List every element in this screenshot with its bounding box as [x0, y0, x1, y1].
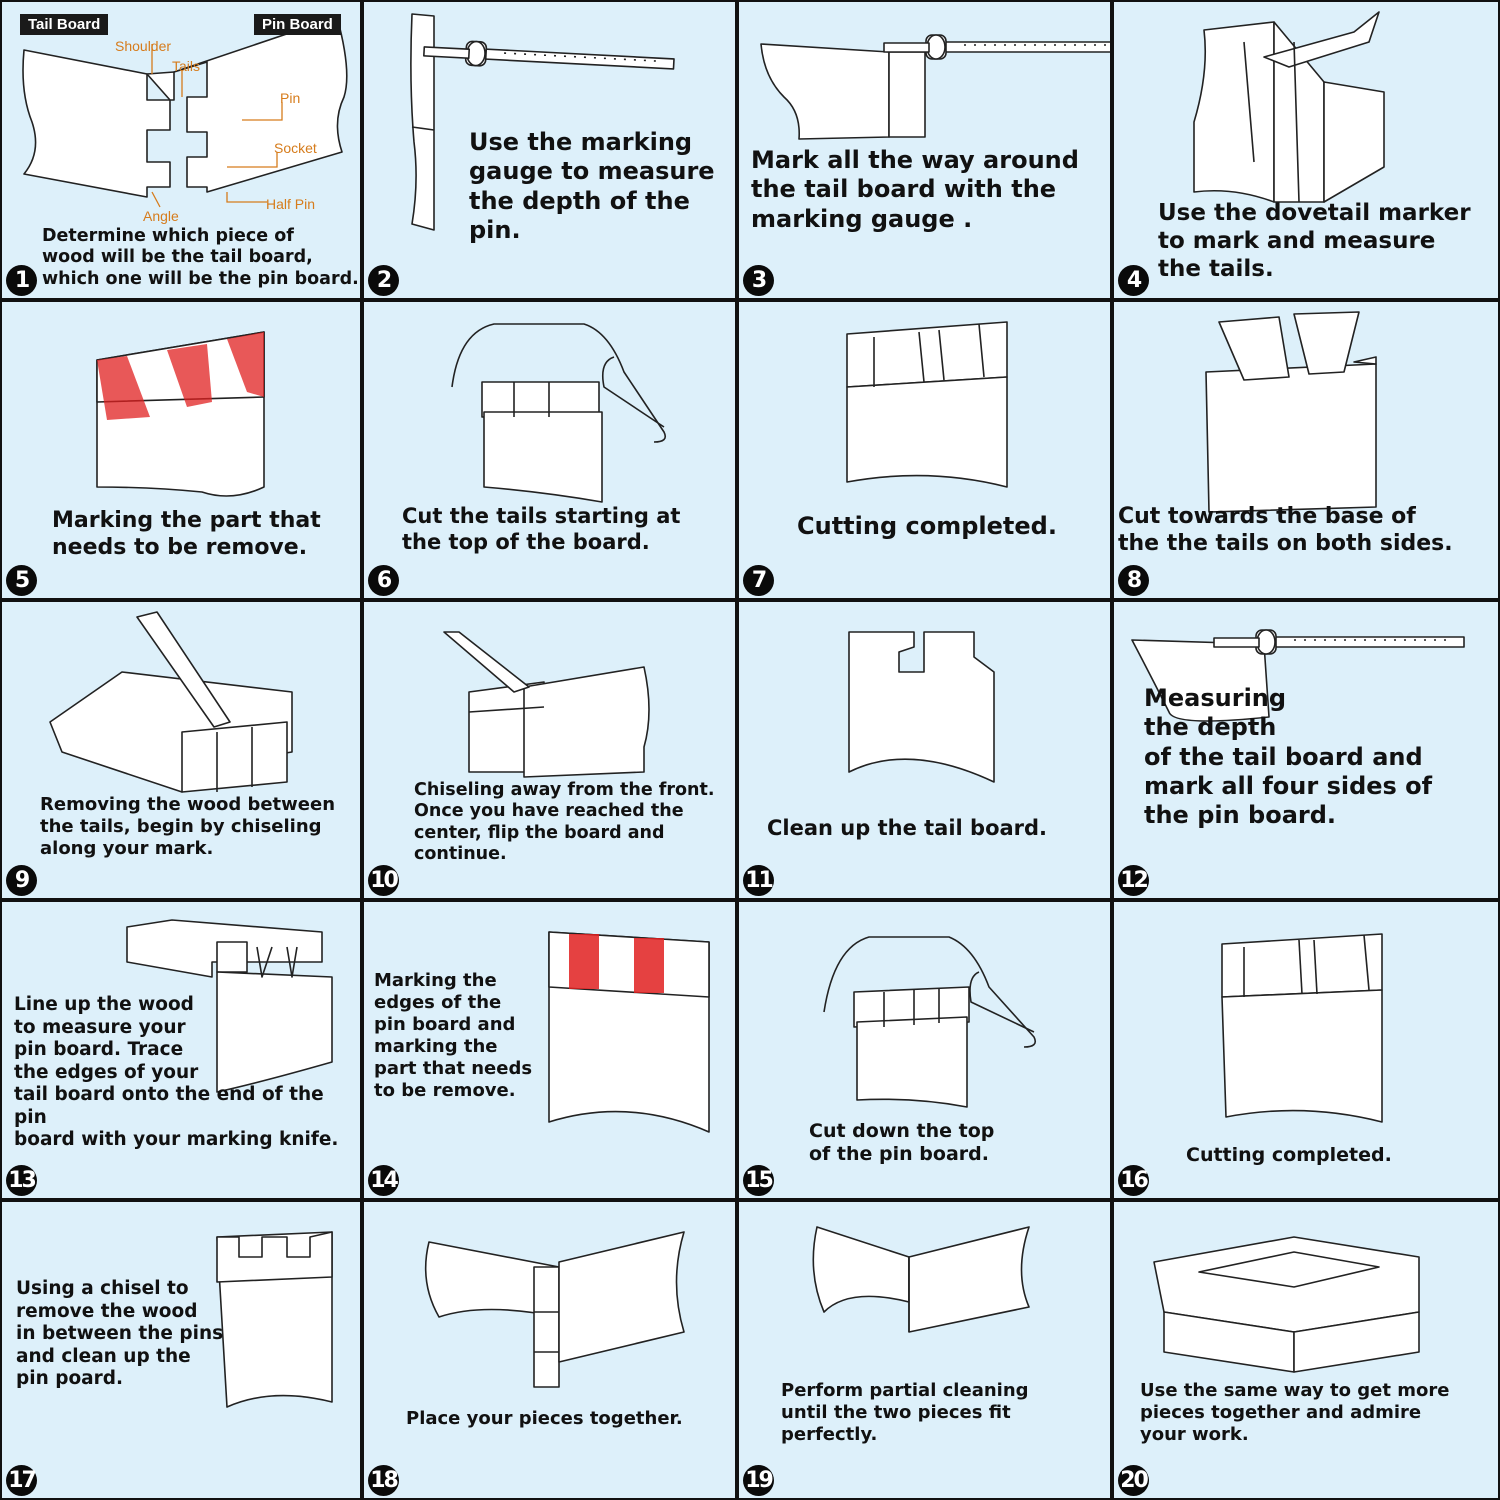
pin-board-label: Pin Board: [254, 14, 341, 35]
step-panel-17: [0, 1200, 362, 1500]
step-number-badge: 3: [743, 265, 774, 296]
step-panel-9: [0, 600, 362, 900]
step-illustration: [364, 302, 737, 600]
step-number-badge: 12: [1118, 865, 1149, 896]
step-panel-11: [737, 600, 1112, 900]
step-panel-4: [1112, 0, 1500, 300]
angle-label: Angle: [143, 208, 179, 224]
step-number-badge: 9: [6, 865, 37, 896]
step-number-badge: 2: [368, 265, 399, 296]
step-number-badge: 19: [743, 1465, 774, 1496]
step-panel-15: [737, 900, 1112, 1200]
tails-label: Tails: [172, 58, 201, 74]
step-number-badge: 10: [368, 865, 399, 896]
step-illustration: [364, 1202, 737, 1500]
step-number-badge: 1: [6, 265, 37, 296]
step-caption: Use the same way to get more pieces together and admire your work.: [1140, 1380, 1450, 1445]
step-number-badge: 14: [368, 1165, 399, 1196]
step-panel-3: [737, 0, 1112, 300]
step-panel-1: [0, 0, 362, 300]
step-number-badge: 6: [368, 565, 399, 596]
half-pin-label: Half Pin: [266, 196, 316, 212]
step-panel-8: [1112, 300, 1500, 600]
step-number-badge: 4: [1118, 265, 1149, 296]
step-number-badge: 15: [743, 1165, 774, 1196]
socket-label: Socket: [274, 140, 317, 156]
step-illustration: [739, 302, 1112, 600]
step-illustration: [1114, 1202, 1500, 1500]
step-number-badge: 13: [6, 1165, 37, 1196]
step-panel-5: [0, 300, 362, 600]
step-caption: Cutting completed.: [797, 512, 1057, 540]
step-caption: Perform partial cleaning until the two pieces fit perfectly.: [781, 1380, 1029, 1445]
tail-board-label: Tail Board: [20, 14, 108, 35]
step-panel-2: [362, 0, 737, 300]
step-number-badge: 5: [6, 565, 37, 596]
step-caption: Cutting completed.: [1186, 1144, 1392, 1166]
step-caption: Clean up the tail board.: [767, 816, 1048, 840]
step-panel-16: [1112, 900, 1500, 1200]
step-caption: Determine which piece of wood will be the tail board, which one will be the pin board.: [42, 226, 359, 289]
step-panel-6: [362, 300, 737, 600]
step-panel-20: [1112, 1200, 1500, 1500]
step-caption: Cut the tails starting at the top of the board.: [402, 504, 681, 554]
step-number-badge: 8: [1118, 565, 1149, 596]
step-illustration: [739, 1202, 1112, 1500]
step-number-badge: 16: [1118, 1165, 1149, 1196]
step-illustration: [739, 602, 1112, 900]
step-number-badge: 11: [743, 865, 774, 896]
step-caption: Chiseling away from the front. Once you have reached the center, flip the board and continue.: [414, 780, 715, 865]
step-panel-13: [0, 900, 362, 1200]
pin-label: Pin: [280, 90, 301, 106]
shoulder-label: Shoulder: [115, 38, 172, 54]
step-caption: Removing the wood between the tails, begin by chiseling along your mark.: [40, 794, 336, 859]
step-panel-12: [1112, 600, 1500, 900]
step-panel-19: [737, 1200, 1112, 1500]
step-panel-7: [737, 300, 1112, 600]
step-caption: Marking the edges of the pin board and marking the part that needs to be remove.: [374, 970, 533, 1101]
step-caption: Cut down the top of the pin board.: [809, 1120, 995, 1166]
step-number-badge: 18: [368, 1465, 399, 1496]
step-panel-18: [362, 1200, 737, 1500]
step-caption: Cut towards the base of the the tails on both sides.: [1118, 504, 1453, 556]
step-caption: Use the dovetail marker to mark and measure the tails.: [1158, 200, 1471, 283]
step-caption: Place your pieces together.: [406, 1408, 683, 1429]
step-caption: Line up the wood to measure your pin board. Trace the edges of your tail board onto the end of the pin board with your marking knife.: [14, 994, 339, 1151]
step-caption: Mark all the way around the tail board with the marking gauge .: [751, 146, 1079, 233]
step-panel-10: [362, 600, 737, 900]
step-number-badge: 7: [743, 565, 774, 596]
step-number-badge: 20: [1118, 1465, 1149, 1496]
step-number-badge: 17: [6, 1465, 37, 1496]
step-caption: Using a chisel to remove the wood in between the pins and clean up the pin poard.: [16, 1278, 224, 1390]
step-caption: Use the marking gauge to measure the depth of the pin.: [469, 128, 715, 244]
step-caption: Marking the part that needs to be remove.: [52, 508, 321, 560]
step-panel-14: [362, 900, 737, 1200]
step-caption: Measuring the depth of the tail board and mark all four sides of the pin board.: [1144, 684, 1433, 830]
